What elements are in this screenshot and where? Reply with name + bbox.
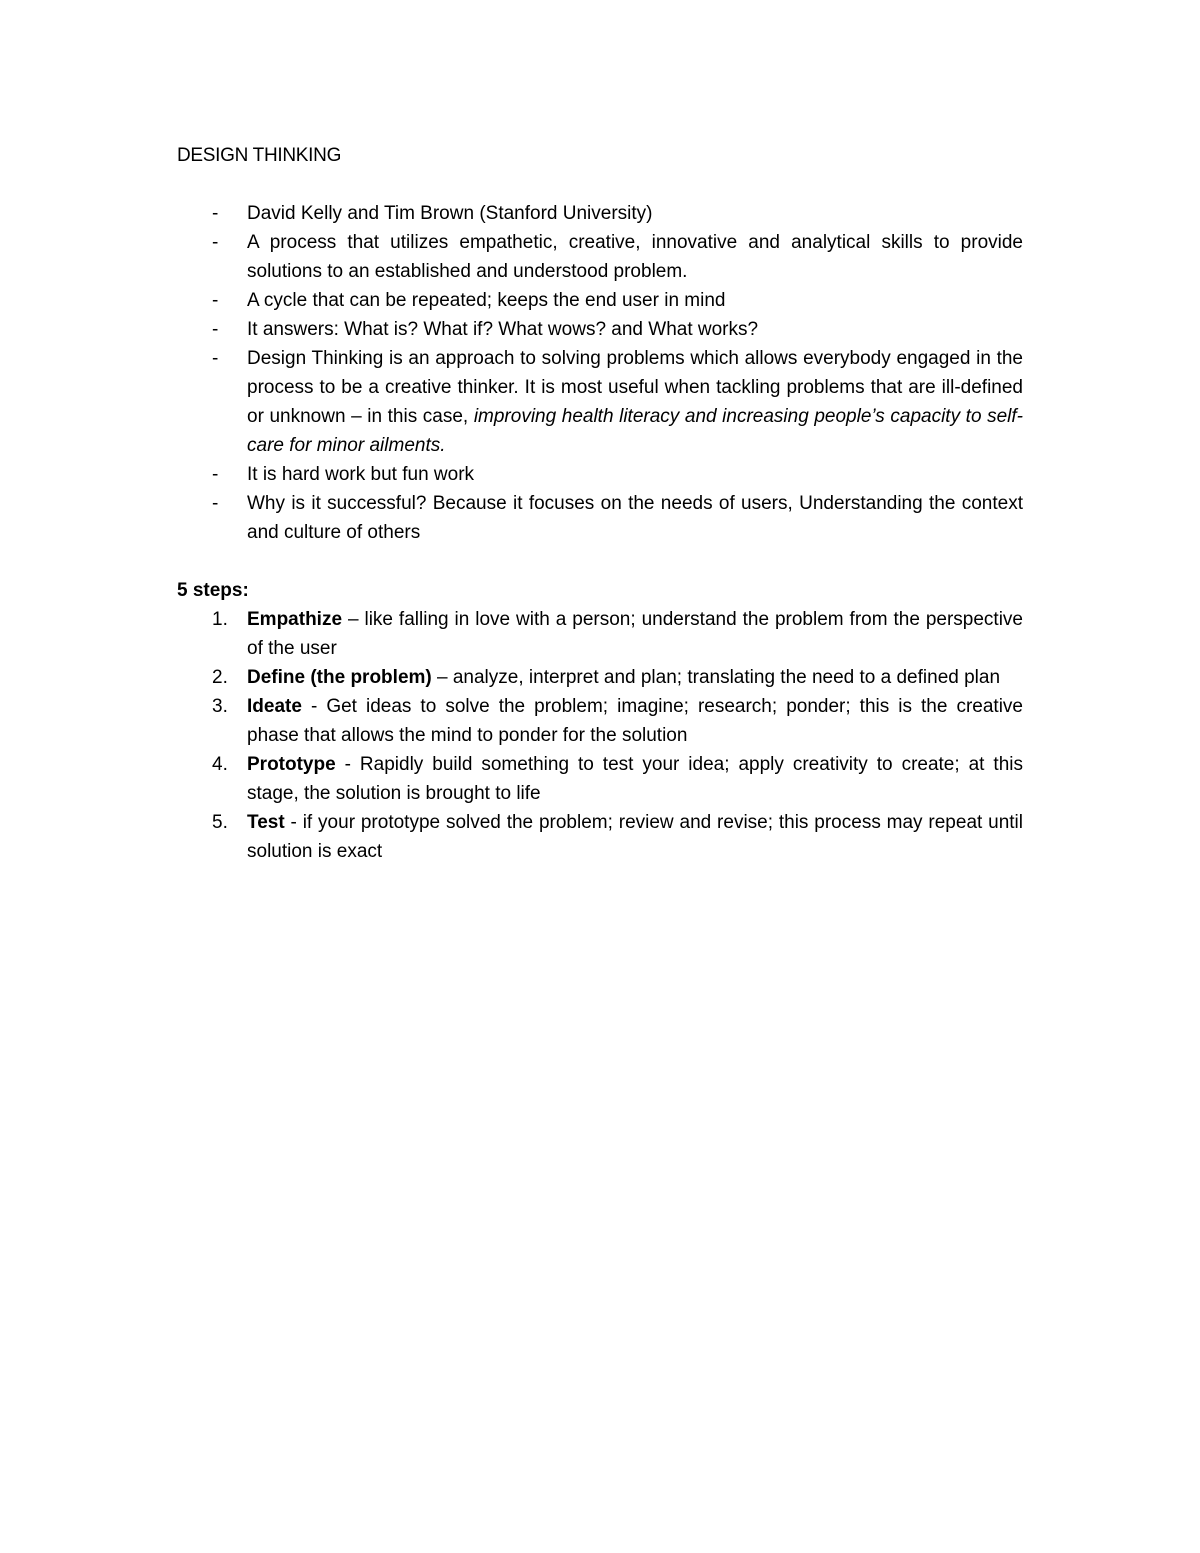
step-term: Prototype — [247, 754, 336, 775]
bullet-list — [177, 199, 1023, 547]
step-term: Ideate — [247, 696, 302, 717]
bullet-item — [177, 489, 1023, 547]
dash-marker: - — [212, 232, 219, 253]
bullet-item — [177, 228, 1023, 286]
bullet-text: David Kelly and Tim Brown (Stanford University) — [247, 203, 653, 224]
step-item — [177, 605, 1023, 663]
steps-list — [177, 605, 1023, 866]
bullet-text: Why is it successful? Because it focuses on the needs of users, Understanding the context and culture of others — [247, 493, 1023, 543]
bullet-text: Design Thinking is an approach to solving problems which allows everybody engaged in the process to be a creative thinker. It is most useful when tackling problems that are ill-defined or unknown – in this case, — [247, 348, 1023, 427]
step-item — [177, 808, 1023, 866]
step-text: - Get ideas to solve the problem; imagine; research; ponder; this is the creative phase that allows the mind to ponder for the solution — [247, 696, 1023, 746]
document-title: DESIGN THINKING — [177, 145, 342, 166]
step-text: – analyze, interpret and plan; translating the need to a defined plan — [431, 667, 1001, 688]
bullet-item — [177, 344, 1023, 460]
bullet-text: It answers: What is? What if? What wows? and What works? — [247, 319, 759, 340]
dash-marker: - — [212, 203, 219, 224]
step-text: - if your prototype solved the problem; review and revise; this process may repeat until solution is exact — [247, 812, 1023, 862]
step-number: 2. — [212, 667, 228, 688]
document-content — [177, 141, 1023, 866]
dash-marker: - — [212, 290, 219, 311]
bullet-item — [177, 286, 1023, 315]
steps-heading: 5 steps: — [177, 580, 249, 601]
step-term: Empathize — [247, 609, 343, 630]
bullet-text: A process that utilizes empathetic, creative, innovative and analytical skills to provide solutions to an established and understood problem. — [247, 232, 1023, 282]
dash-marker: - — [212, 493, 219, 514]
step-term: Define (the problem) — [247, 667, 432, 688]
step-number: 4. — [212, 754, 228, 775]
bullet-item — [177, 199, 1023, 228]
bullet-text: A cycle that can be repeated; keeps the end user in mind — [247, 290, 726, 311]
bullet-italic-text: improving health literacy and increasing people’s capacity to self-care for minor ailments. — [247, 406, 1023, 456]
step-item — [177, 692, 1023, 750]
step-item — [177, 750, 1023, 808]
bullet-item — [177, 315, 1023, 344]
bullet-item — [177, 460, 1023, 489]
step-number: 1. — [212, 609, 228, 630]
dash-marker: - — [212, 319, 219, 340]
step-number: 5. — [212, 812, 228, 833]
step-text: – like falling in love with a person; understand the problem from the perspective of the user — [247, 609, 1023, 659]
step-term: Test — [247, 812, 285, 833]
dash-marker: - — [212, 348, 219, 369]
step-text: - Rapidly build something to test your idea; apply creativity to create; at this stage, the solution is brought to life — [247, 754, 1023, 804]
step-number: 3. — [212, 696, 228, 717]
bullet-text: It is hard work but fun work — [247, 464, 475, 485]
dash-marker: - — [212, 464, 219, 485]
step-item — [177, 663, 1023, 692]
